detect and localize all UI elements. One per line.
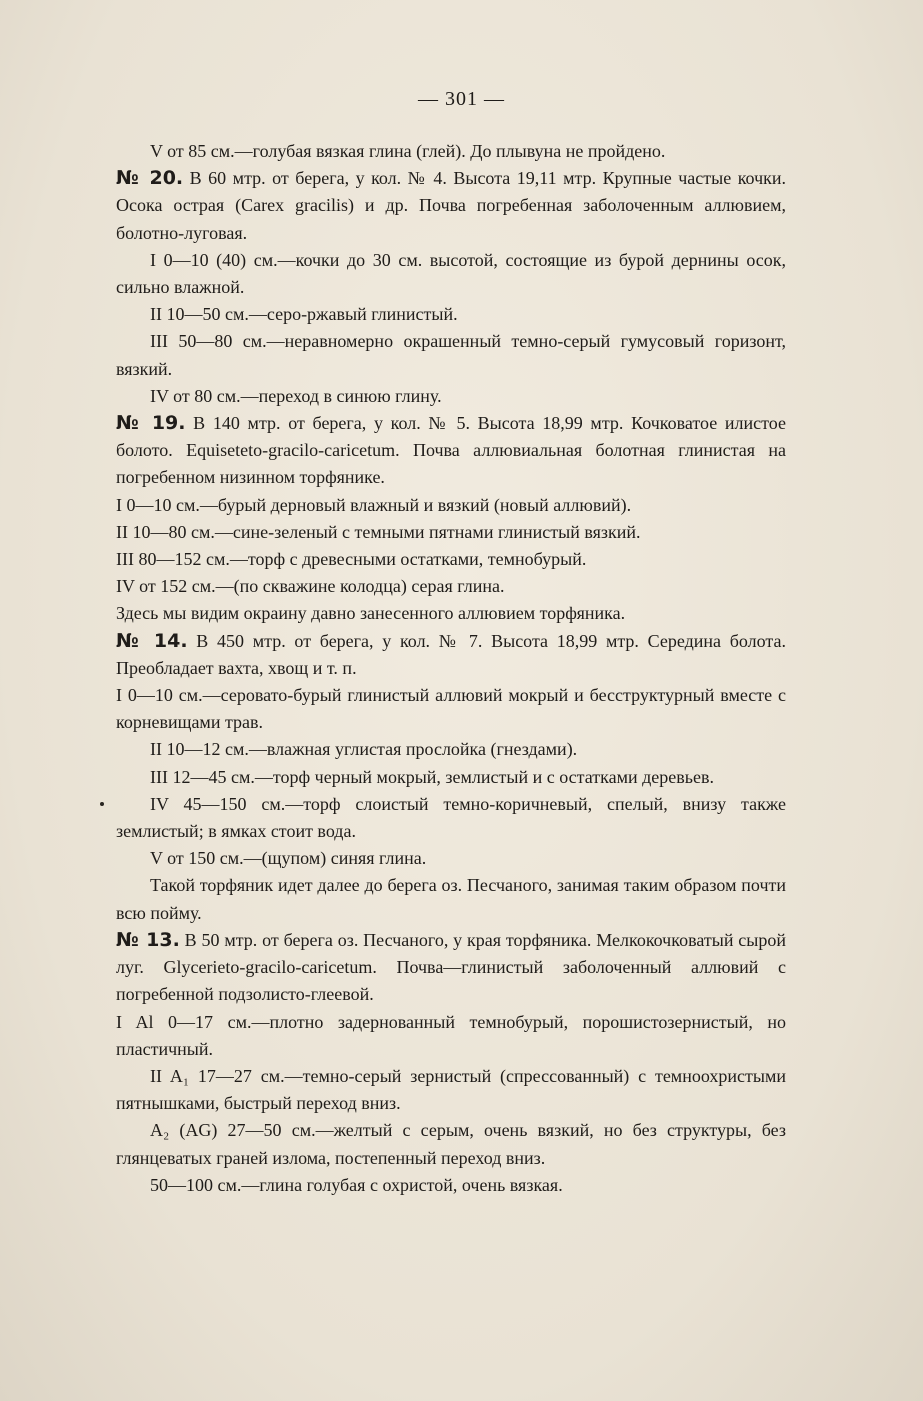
paragraph: IV от 152 см.—(по скважине колодца) серая глина. <box>116 576 505 597</box>
paragraph: A₂ (AG) 27—50 см.—желтый с серым, очень вязкий, но без структуры, без глянцеватых граней излома, постепенный переход вниз. <box>116 1120 786 1168</box>
page-number: — 301 — <box>418 88 505 110</box>
section-number: № 13. <box>116 928 180 951</box>
paragraph: Такой торфяник идет далее до берега оз. Песчаного, занимая таким образом почти всю пойму. <box>116 875 786 923</box>
paragraph-section-20: № 20. В 60 мтр. от берега, у кол. № 4. Высота 19,11 мтр. Крупные частые кочки. Осока острая (Carex gracilis) и др. Почва погребенная заболоченным аллювием, болотно-луговая. <box>116 167 787 243</box>
body-text <box>116 138 786 1199</box>
paragraph-section-19: № 19. В 140 мтр. от берега, у кол. № 5. Высота 18,99 мтр. Кочковатое илистое болото. Equiseteto-gracilo-caricetum. Почва аллювиальная болотная глинистая на погребенном низинном торфянике. <box>116 412 786 488</box>
paragraph: II 10—12 см.—влажная углистая прослойка (гнездами). <box>150 739 578 760</box>
paragraph: Здесь мы видим окраину давно занесенного аллювием торфяника. <box>116 603 626 624</box>
paragraph: V от 85 см.—голубая вязкая глина (глей). До плывуна не пройдено. <box>150 141 666 161</box>
paragraph-section-13: № 13. В 50 мтр. от берега оз. Песчаного, у края торфяника. Мелкокочковатый сырой луг. Glycerieto-gracilo-caricetum. Почва—глинистый заболоченный аллювий с погребенной подзолисто-глеевой. <box>116 928 786 1005</box>
paragraph: II 10—50 см.—серо-ржавый глинистый. <box>150 304 458 325</box>
paragraph: I 0—10 см.—серовато-бурый глинистый аллювий мокрый и бесструктурный вместе с корневищами трав. <box>116 685 786 733</box>
paragraph: I 0—10 (40) см.—кочки до 30 см. высотой, состоящие из бурой дернины осок, сильно влажной. <box>116 249 786 298</box>
paragraph: IV от 80 см.—переход в синюю глину. <box>150 385 442 406</box>
section-number: № 20. <box>116 167 184 190</box>
paragraph-section-14: № 14. В 450 мтр. от берега, у кол. № 7. Высота 18,99 мтр. Середина болота. Преобладает вахта, хвощ и т. п. <box>116 629 786 678</box>
paragraph: III 12—45 см.—торф черный мокрый, землистый и с остатками деревьев. <box>150 766 714 787</box>
paragraph: V от 150 см.—(щупом) синяя глина. <box>150 848 427 869</box>
section-number: № 19. <box>116 412 186 435</box>
paragraph: III 80—152 см.—торф с древесными остатками, темнобурый. <box>116 549 587 570</box>
paragraph: IV 45—150 см.—торф слоистый темно-коричневый, спелый, внизу также землистый; в ямках стоит вода. <box>116 793 786 842</box>
paragraph: III 50—80 см.—неравномерно окрашенный темно-серый гумусовый горизонт, вязкий. <box>116 331 786 379</box>
paragraph: I 0—10 см.—бурый дерновый влажный и вязкий (новый аллювий). <box>116 494 632 515</box>
margin-dot <box>100 802 104 806</box>
paragraph: 50—100 см.—глина голубая с охристой, очень вязкая. <box>150 1174 563 1195</box>
paragraph: II 10—80 см.—сине-зеленый с темными пятнами глинистый вязкий. <box>116 521 641 542</box>
section-number: № 14. <box>116 629 188 652</box>
paragraph: II A₁ 17—27 см.—темно-серый зернистый (спрессованный) с темноохристыми пятнышками, быстрый переход вниз. <box>116 1065 786 1114</box>
paragraph: I Al 0—17 см.—плотно задернованный темнобурый, порошистозернистый, но пластичный. <box>116 1011 786 1059</box>
